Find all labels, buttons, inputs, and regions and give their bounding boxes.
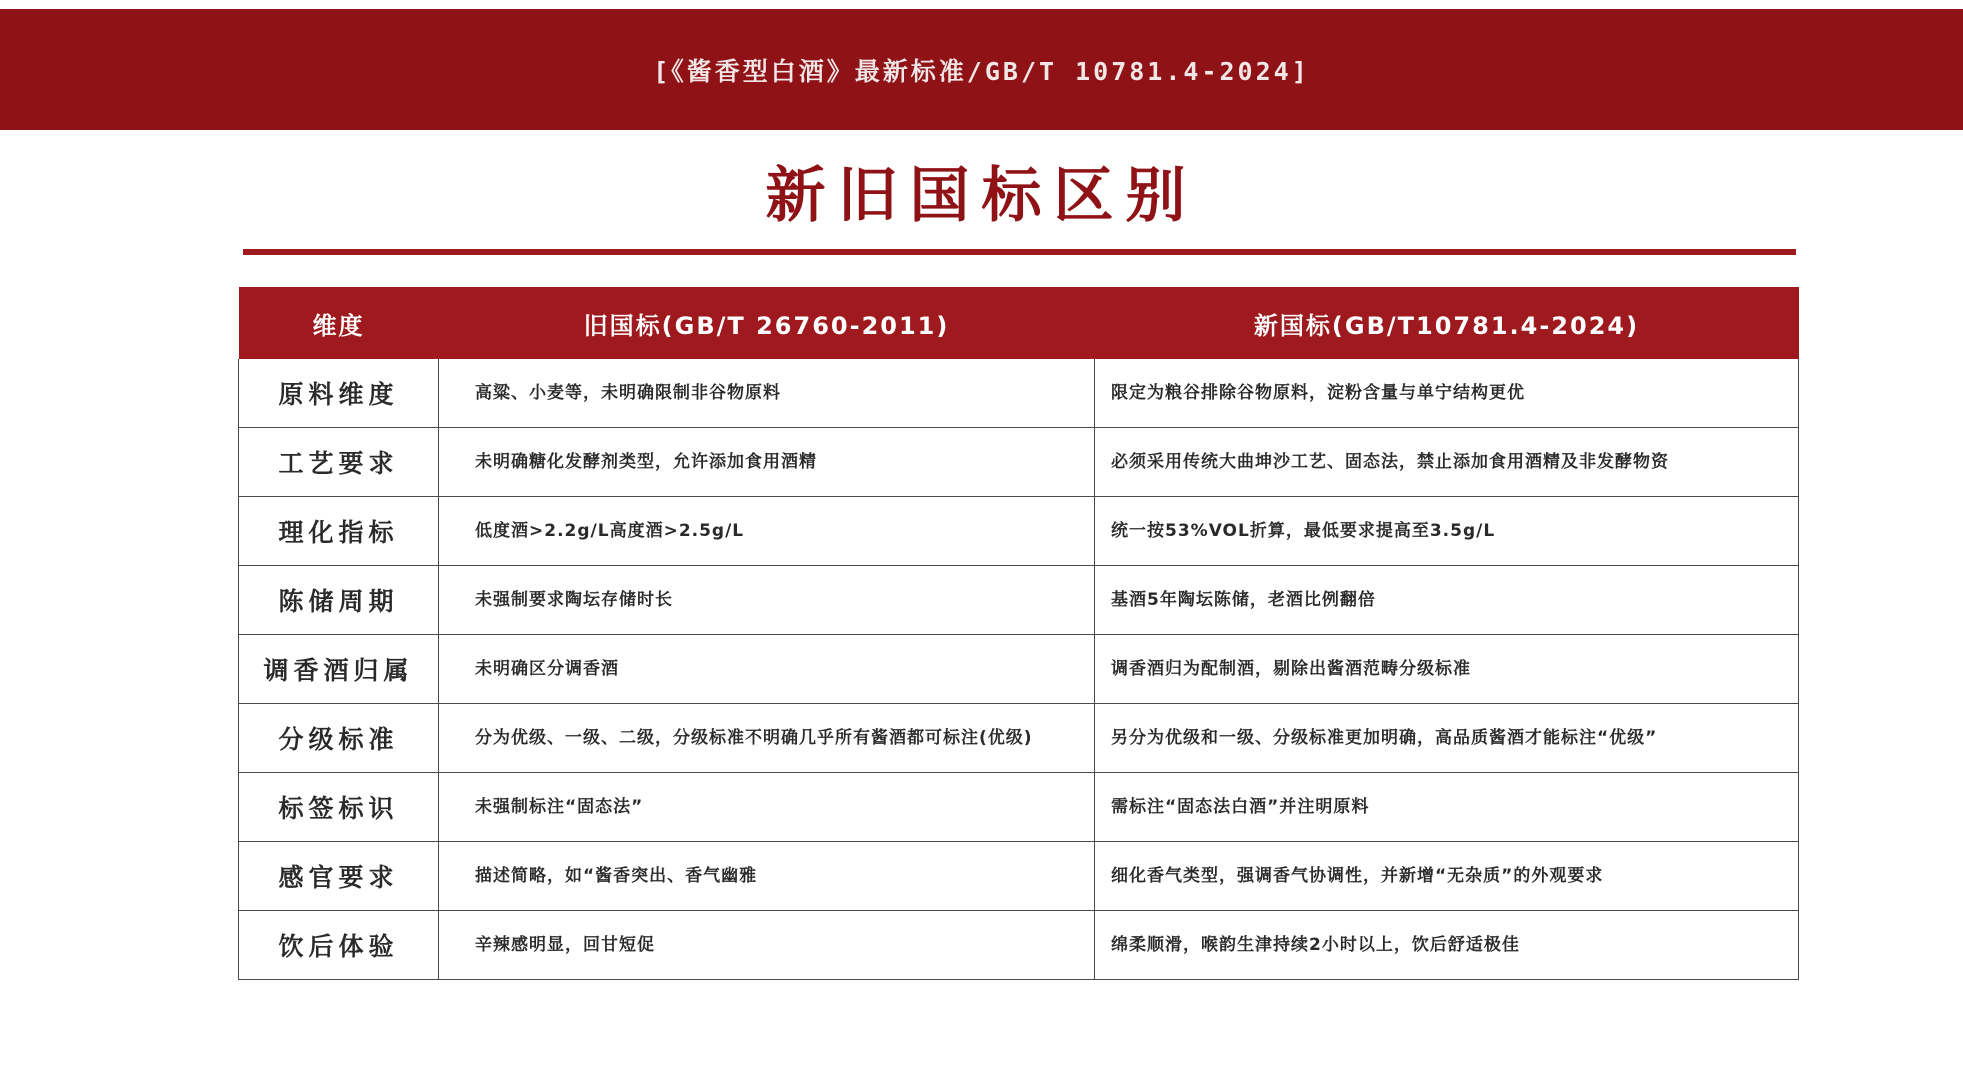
row-dimension: 感官要求: [239, 842, 439, 911]
table-row: [239, 566, 1799, 635]
page-title: 新旧国标区别: [765, 161, 1198, 231]
row-new-standard: 基酒5年陶坛陈储，老酒比例翻倍: [1095, 566, 1799, 635]
row-dimension: 饮后体验: [239, 911, 439, 980]
title-divider: [243, 249, 1796, 255]
row-old-standard: 未明确糖化发酵剂类型，允许添加食用酒精: [439, 428, 1095, 497]
table-row: [239, 428, 1799, 497]
row-old-standard: 辛辣感明显，回甘短促: [439, 911, 1095, 980]
row-new-standard: 细化香气类型，强调香气协调性，并新增“无杂质”的外观要求: [1095, 842, 1799, 911]
row-dimension: 理化指标: [239, 497, 439, 566]
table-row: [239, 497, 1799, 566]
row-dimension: 工艺要求: [239, 428, 439, 497]
row-dimension: 调香酒归属: [239, 635, 439, 704]
table-header-row: [239, 287, 1799, 359]
row-new-standard: 统一按53%VOL折算，最低要求提高至3.5g/L: [1095, 497, 1799, 566]
banner-text: [《酱香型白酒》最新标准/GB/T 10781.4-2024]: [653, 56, 1310, 86]
header-new-standard: 新国标(GB/T10781.4-2024): [1095, 287, 1799, 359]
row-dimension: 陈储周期: [239, 566, 439, 635]
comparison-table: [238, 287, 1799, 980]
row-new-standard: 另分为优级和一级、分级标准更加明确，高品质酱酒才能标注“优级”: [1095, 704, 1799, 773]
row-new-standard: 必须采用传统大曲坤沙工艺、固态法，禁止添加食用酒精及非发酵物资: [1095, 428, 1799, 497]
row-new-standard: 需标注“固态法白酒”并注明原料: [1095, 773, 1799, 842]
row-old-standard: 未明确区分调香酒: [439, 635, 1095, 704]
table-row: [239, 842, 1799, 911]
table-row: [239, 773, 1799, 842]
table-row: [239, 635, 1799, 704]
header-dimension: 维度: [239, 287, 439, 359]
row-old-standard: 未强制要求陶坛存储时长: [439, 566, 1095, 635]
row-dimension: 标签标识: [239, 773, 439, 842]
row-old-standard: 高粱、小麦等，未明确限制非谷物原料: [439, 359, 1095, 428]
row-old-standard: 分为优级、一级、二级，分级标准不明确几乎所有酱酒都可标注(优级): [439, 704, 1095, 773]
top-banner: [0, 9, 1963, 130]
row-new-standard: 调香酒归为配制酒，剔除出酱酒范畴分级标准: [1095, 635, 1799, 704]
row-dimension: 原料维度: [239, 359, 439, 428]
row-old-standard: 未强制标注“固态法”: [439, 773, 1095, 842]
row-old-standard: 描述简略，如“酱香突出、香气幽雅: [439, 842, 1095, 911]
header-old-standard: 旧国标(GB/T 26760-2011): [439, 287, 1095, 359]
row-old-standard: 低度酒>2.2g/L高度酒>2.5g/L: [439, 497, 1095, 566]
table-row: [239, 359, 1799, 428]
table-row: [239, 704, 1799, 773]
table-row: [239, 911, 1799, 980]
row-new-standard: 限定为粮谷排除谷物原料，淀粉含量与单宁结构更优: [1095, 359, 1799, 428]
row-new-standard: 绵柔顺滑，喉韵生津持续2小时以上，饮后舒适极佳: [1095, 911, 1799, 980]
row-dimension: 分级标准: [239, 704, 439, 773]
